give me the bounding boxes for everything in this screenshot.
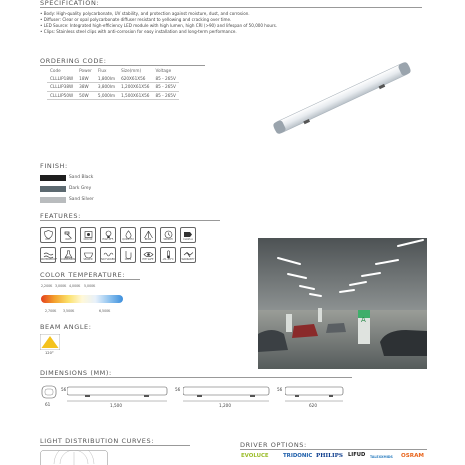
feature-label: CLIPS — [124, 258, 132, 262]
feature-label: CRI>90 — [83, 238, 93, 242]
ordering-rule — [40, 65, 205, 66]
spec-bullet: • Body: High-quality polycarbonate, UV stability, and protection against moisture, dust, and corrosion. — [40, 11, 250, 16]
table-cell: 85 - 265V — [152, 83, 178, 92]
feature-label: EYE SAFE — [142, 258, 154, 262]
specification-title: SPECIFICATION: — [40, 0, 100, 7]
table-cell: 1,800lm — [95, 75, 118, 83]
spec-bullet: • LED Source: Integrated high-efficiency LED module with high lumen, high CRI (>90) and lifespan of 50,000 hours. — [40, 23, 278, 29]
feature-eye-safe — [140, 247, 156, 263]
ordering-header-row — [47, 67, 179, 75]
table-cell: 5,000lm — [95, 91, 118, 100]
color-temperature-title: COLOR TEMPERATURE: — [40, 271, 125, 279]
finish-swatch-dark-grey — [40, 186, 66, 192]
ordering-header: Code — [50, 68, 61, 74]
features-rule — [40, 220, 220, 221]
feature-warranty — [180, 247, 196, 263]
dim-length-label: 1,500 — [110, 403, 122, 408]
spec-bullet: • Clips: Stainless steel clips with anti-corrosion for easy installation and long-term performance. — [40, 29, 237, 35]
dim-height-label: 56 — [277, 387, 283, 392]
finish-label: Sand Black — [69, 175, 94, 180]
cct-tick: 3,000K — [55, 284, 67, 288]
dim-drawing-1500 — [67, 385, 169, 403]
beam-angle-icon — [40, 334, 60, 350]
table-cell: CLLLIP38W — [47, 83, 76, 92]
dim-height-label: 56 — [61, 387, 67, 392]
feature-label: IP65 — [45, 238, 51, 242]
feature-quick-fix — [120, 227, 136, 243]
dim-length-label: 620 — [309, 403, 317, 408]
feature-energy — [180, 227, 196, 243]
ordering-header: Size(mm) — [121, 68, 142, 74]
specification-list — [40, 11, 277, 35]
feature-efficiency — [100, 227, 116, 243]
beam-angle-value: 120° — [45, 351, 54, 355]
feature-label: -20~45°C — [162, 258, 174, 262]
table-cell: 85 - 265V — [152, 91, 178, 100]
feature-clips — [120, 247, 136, 263]
dim-length-label: 1,200 — [219, 403, 231, 408]
dim-width-label: 61 — [45, 402, 51, 407]
feature-label: HIGH EFF. — [102, 238, 114, 242]
cct-tick: 5,000K — [84, 284, 96, 288]
cct-tick: 2,700K — [45, 309, 57, 313]
cct-tick: 2,200K — [41, 284, 53, 288]
finish-swatch-sand-black — [40, 175, 66, 181]
brand-logo-philips: PHILIPS — [316, 453, 343, 459]
feature-label: 50000H — [163, 238, 173, 242]
brand-logo-tridonic: TRIDONIC — [283, 453, 313, 459]
table-row — [47, 91, 179, 100]
light-distribution-diagram — [40, 450, 108, 465]
features-title: FEATURES: — [40, 212, 81, 220]
ordering-header: Power — [79, 68, 92, 74]
brand-logo-osram: OSRAM — [401, 453, 424, 459]
feature-label: ANTI-CORROSION — [61, 255, 76, 262]
table-cell: 1,500X61X56 — [118, 91, 152, 100]
finish-swatch-sand-silver — [40, 197, 66, 203]
cct-tick: 6,500K — [99, 309, 111, 313]
dimensions-title: DIMENSIONS (MM): — [40, 369, 112, 377]
finish-label: Sand Silver — [69, 197, 94, 202]
table-row — [47, 75, 179, 83]
driver-options-rule — [240, 449, 427, 450]
feature-beam — [140, 227, 156, 243]
feature-lifespan — [160, 227, 176, 243]
ordering-table — [47, 67, 179, 100]
feature-anti-corrosion — [60, 247, 76, 263]
brand-logo-lifud: LIFUD — [348, 452, 366, 458]
table-cell: 85 - 265V — [152, 75, 178, 83]
dim-drawing-1200 — [183, 385, 271, 403]
product-image — [262, 58, 422, 138]
cct-tick: 3,500K — [63, 309, 75, 313]
feature-ip65 — [40, 227, 56, 243]
installation-photo — [258, 238, 427, 369]
table-cell: 50W — [76, 91, 95, 100]
driver-options-title: DRIVER OPTIONS: — [240, 441, 307, 449]
feature-temperature — [160, 247, 176, 263]
table-cell: 38W — [76, 83, 95, 92]
cct-gradient-bar — [41, 295, 123, 303]
table-cell: 3,800lm — [95, 83, 118, 92]
finish-title: FINISH: — [40, 162, 68, 170]
table-cell: CLLLIP18W — [47, 75, 76, 83]
ordering-header: Voltage — [155, 68, 172, 74]
feature-cri — [80, 227, 96, 243]
feature-label: IK08 — [65, 238, 71, 242]
feature-label: CLASS A — [183, 238, 193, 242]
feature-ik08 — [60, 227, 76, 243]
feature-label: WATERPROOF — [41, 258, 57, 262]
cct-tick: 4,000K — [69, 284, 81, 288]
ordering-title: ORDERING CODE: — [40, 57, 107, 65]
feature-label: SEALED — [83, 258, 93, 262]
spec-bullet: • Diffuser: Clear or opal polycarbonate diffuser resistant to yellowing and cracking over time. — [40, 17, 232, 23]
dimensions-rule — [40, 377, 352, 378]
light-distribution-title: LIGHT DISTRIBUTION CURVES: — [40, 437, 155, 445]
table-row — [47, 83, 179, 92]
specification-rule — [40, 7, 422, 8]
feature-label: QUICK FIX — [122, 238, 134, 242]
table-cell: 620X61X56 — [118, 75, 152, 83]
table-cell: 1,200X61X56 — [118, 83, 152, 92]
beam-angle-title: BEAM ANGLE: — [40, 323, 92, 331]
feature-sealed — [80, 247, 96, 263]
dim-drawing-620 — [285, 385, 345, 403]
feature-label: WARRANTY — [181, 258, 195, 262]
color-temperature-rule — [40, 279, 140, 280]
ordering-header: Flux — [97, 68, 107, 74]
brand-logo-talexxmids: TALEXXMIDS — [370, 455, 393, 459]
dim-height-label: 56 — [175, 387, 181, 392]
feature-waterproof — [40, 247, 56, 263]
light-distribution-rule — [40, 445, 190, 446]
brand-logo-evoluce: EVOLUCE — [241, 453, 269, 459]
svg-text:A: A — [361, 316, 366, 324]
feature-no-flicker — [100, 247, 116, 263]
feature-label: NO FLICKER — [101, 258, 115, 262]
end-profile-drawing — [40, 384, 58, 400]
table-cell: 18W — [76, 75, 95, 83]
feature-label: BEAM — [144, 238, 152, 242]
table-cell: CLLLIP50W — [47, 91, 76, 100]
finish-label: Dark Grey — [69, 186, 92, 191]
